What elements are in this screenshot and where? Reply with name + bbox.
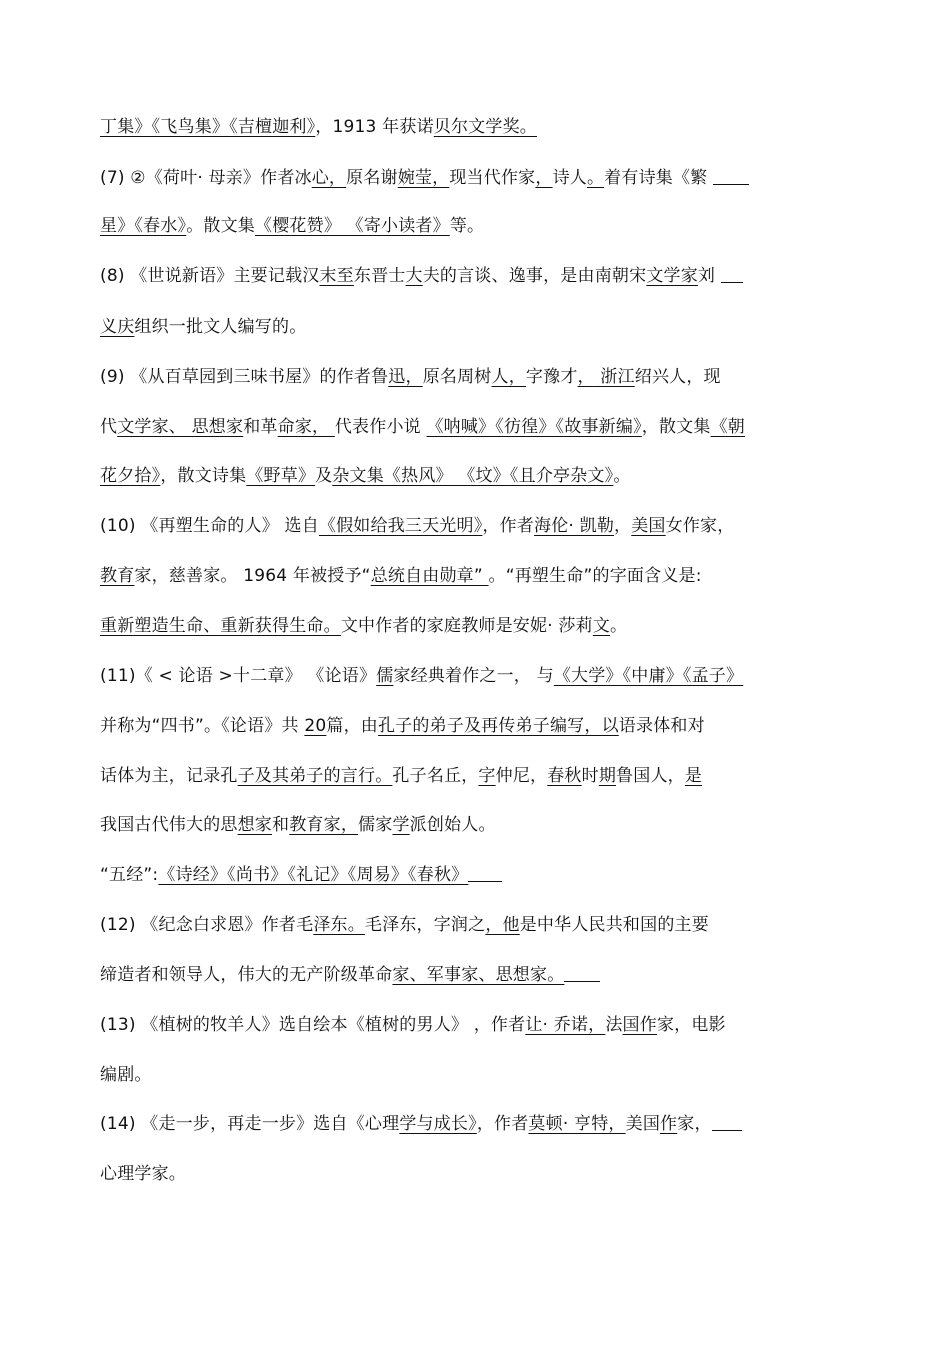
text-segment: 着有诗集《繁 (604, 168, 713, 188)
underlined-answer: 想家 (237, 815, 273, 835)
text-segment: 代表作小说 (334, 417, 427, 437)
underlined-answer: 浙江 (594, 367, 635, 387)
answer-blank (712, 1112, 742, 1131)
underlined-answer: 20 (304, 716, 327, 736)
underlined-answer: 《朝 (710, 417, 745, 437)
text-segment: 。“再塑生命”的字面含义是: (488, 566, 702, 586)
text-segment: 话体为主，记录孔 (100, 766, 238, 786)
answer-blank (468, 863, 502, 882)
underlined-answer: 花夕拾》 (100, 466, 161, 486)
text-segment: “五经”: (100, 865, 159, 885)
text-line (100, 214, 840, 238)
text-segment: (9) 《从百草园到三味书屋》的作者鲁 (100, 367, 389, 387)
text-line (100, 1112, 840, 1136)
underlined-answer: 命家， (277, 417, 335, 437)
underlined-answer: 丁集》《飞鸟集》《吉檀迦利》 (100, 117, 316, 137)
text-line (100, 1063, 840, 1087)
underlined-answer: 末至 (319, 266, 354, 286)
text-segment: 家， (677, 1114, 712, 1134)
underlined-answer: 国作 (622, 1015, 657, 1035)
text-line (100, 1013, 840, 1037)
underlined-answer: 贝尔文学奖。 (433, 117, 537, 137)
text-line (100, 664, 840, 688)
text-line (100, 913, 840, 937)
text-segment: 。 (613, 466, 631, 486)
underlined-answer: 泽东。 (313, 915, 365, 935)
underlined-answer: 春秋 (547, 766, 582, 786)
underlined-answer: 教育 (100, 566, 135, 586)
text-line (100, 115, 840, 139)
underlined-answer: 期 (598, 766, 617, 786)
text-line (100, 564, 840, 588)
text-segment: 及 (315, 466, 333, 486)
text-segment: 仲尼， (495, 766, 548, 786)
text-segment: 字豫才 (525, 367, 578, 387)
text-segment: 美国 (625, 1114, 661, 1134)
underlined-answer: 《呐喊》《彷徨》《故事新编》 (426, 417, 642, 437)
text-segment: 家经典着作之一， 与 (393, 666, 554, 686)
text-segment: 现当代作家 (449, 168, 536, 188)
text-segment: 派创始人。 (409, 815, 496, 835)
text-segment: 等。 (449, 216, 485, 236)
text-segment: ， (614, 516, 632, 536)
underlined-answer: ， (577, 367, 595, 387)
underlined-answer: 孔子的弟子及再传弟子编写，以 (377, 716, 619, 736)
underlined-answer: 是 (684, 766, 703, 786)
underlined-answer: 总统自由勋章” (370, 566, 489, 586)
underlined-answer: 《樱花赞》 《寄小读者》 (255, 216, 450, 236)
underlined-answer: 星》《春水》 (100, 216, 187, 236)
underlined-answer: 。 (586, 168, 605, 188)
underlined-answer: 婉莹， (397, 168, 450, 188)
text-segment: 文中作者的家庭教师是安妮· 莎莉 (340, 616, 593, 636)
text-segment: ，散文诗集 (160, 466, 247, 486)
text-line (100, 514, 840, 538)
underlined-answer: 心， (311, 168, 347, 188)
text-segment: 家，电影 (656, 1015, 726, 1035)
underlined-answer: 美国 (631, 516, 666, 536)
text-segment: 。 (610, 616, 628, 636)
text-segment: 心理学家。 (100, 1164, 186, 1184)
text-segment: 女作家， (665, 516, 735, 536)
text-segment: 我国古代伟大的思 (100, 815, 238, 835)
text-segment: 代 (100, 417, 118, 437)
underlined-answer: 作 (660, 1114, 678, 1134)
text-segment: (10) 《再塑生命的人》 选自 (100, 516, 319, 536)
text-line (100, 1162, 840, 1186)
underlined-answer: 文学家、 思想家 (117, 417, 244, 437)
text-line (100, 963, 840, 987)
text-line (100, 614, 840, 638)
text-line (100, 813, 840, 837)
text-segment: 和革 (243, 417, 278, 437)
text-segment: 夫的言谈、逸事，是由南朝宋 (422, 266, 647, 286)
underlined-answer: 儒 (376, 666, 394, 686)
text-segment: ，作者 (482, 516, 535, 536)
text-segment: 家，慈善家。 1964 年被授予“ (134, 566, 371, 586)
text-segment: 毛泽东，字润之 (364, 915, 486, 935)
text-segment: (12) 《纪念白求恩》作者毛 (100, 915, 314, 935)
underlined-answer: 海伦· 凯勒 (534, 516, 615, 536)
underlined-answer: 莫顿· 亨特， (528, 1114, 626, 1134)
text-segment: (7) ②《荷叶· 母亲》作者冰 (100, 168, 312, 188)
text-segment: 和 (272, 815, 290, 835)
text-line (100, 863, 840, 887)
text-segment: (14) 《走一步，再走一步》选自《心理 (100, 1114, 400, 1134)
underlined-answer: 大 (405, 266, 423, 286)
underlined-answer: 学与成长》 (399, 1114, 477, 1134)
text-segment: (8) 《世说新语》主要记载汉 (100, 266, 320, 286)
underlined-answer: 义庆 (100, 317, 135, 337)
text-segment: 。散文集 (186, 216, 256, 236)
underlined-answer: 人， (491, 367, 526, 387)
text-segment: 篇，由 (326, 716, 378, 736)
text-segment: 原名周树 (422, 367, 492, 387)
text-line (100, 166, 840, 190)
underlined-answer: 子及其弟子的言行。 (237, 766, 393, 786)
text-segment: 时 (581, 766, 599, 786)
text-segment: 组织一批文人编写的。 (134, 317, 307, 337)
underlined-answer: 《大学》《中庸》《孟子》 (553, 666, 744, 686)
underlined-answer: 文学家 (646, 266, 698, 286)
text-segment: 并称为“四书”。《论语》共 (100, 716, 305, 736)
text-segment: ，1913 年获诺 (315, 117, 434, 137)
text-segment: 刘 (697, 266, 721, 286)
underlined-answer: 杂文集《热风》 《坟》《且介亭杂文》 (332, 466, 614, 486)
answer-blank (721, 264, 743, 283)
text-segment: (13) 《植树的牧羊人》选自绘本《植树的男人》 ，作者 (100, 1015, 526, 1035)
text-segment: 原名谢 (346, 168, 398, 188)
underlined-answer: 文 (592, 616, 611, 636)
text-segment: 缔造者和领导人，伟大的无产阶级革命 (100, 965, 393, 985)
answer-blank (713, 166, 749, 185)
text-segment: 鲁国人， (616, 766, 685, 786)
underlined-answer: ，他 (485, 915, 520, 935)
text-segment: 孔子名丘， (392, 766, 479, 786)
text-segment: 绍兴人，现 (634, 367, 721, 387)
text-line (100, 464, 840, 488)
text-segment: 编剧。 (100, 1065, 152, 1085)
underlined-answer: ， (535, 168, 553, 188)
text-line (100, 415, 840, 439)
text-line (100, 315, 840, 339)
text-segment: 东晋士 (353, 266, 406, 286)
underlined-answer: 学 (392, 815, 410, 835)
text-segment: 语录体和对 (618, 716, 705, 736)
text-line (100, 264, 840, 288)
text-segment: ，作者 (476, 1114, 529, 1134)
text-line (100, 714, 840, 738)
underlined-answer: 重新塑造生命、重新获得生命。 (100, 616, 341, 636)
text-segment: 诗人 (552, 168, 587, 188)
underlined-answer: 迅， (388, 367, 423, 387)
underlined-answer: 字 (478, 766, 496, 786)
text-segment: 是中华人民共和国的主要 (519, 915, 709, 935)
text-line (100, 764, 840, 788)
underlined-answer: 《野草》 (246, 466, 316, 486)
underlined-answer: 《假如给我三天光明》 (318, 516, 483, 536)
underlined-answer: 教育家， (289, 815, 359, 835)
underlined-answer: 家、军事家、思想家。 (392, 965, 565, 985)
underlined-answer: 让· 乔诺， (525, 1015, 606, 1035)
text-line (100, 365, 840, 389)
text-segment: (11)《 < 论语 >十二章》 《论语》 (100, 666, 377, 686)
text-segment: 法 (605, 1015, 623, 1035)
text-segment: 儒家 (358, 815, 393, 835)
answer-blank (564, 963, 600, 982)
underlined-answer: 《诗经》《尚书》《礼记》《周易》《春秋》 (158, 865, 469, 885)
text-segment: ，散文集 (641, 417, 711, 437)
